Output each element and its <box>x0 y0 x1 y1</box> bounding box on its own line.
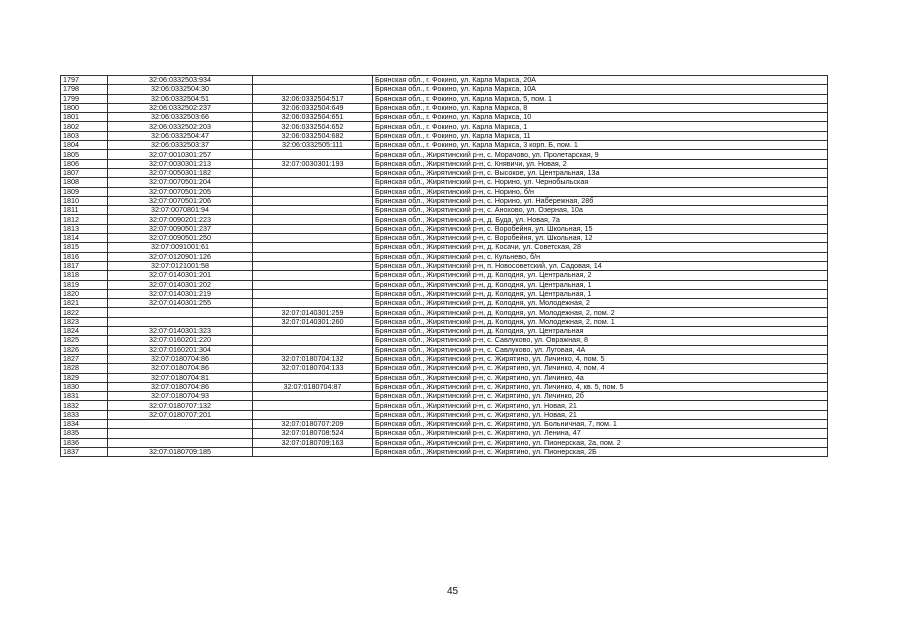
premises-cadastral-number-cell <box>253 373 373 382</box>
table-row <box>61 354 828 363</box>
cadastral-number-cell <box>108 419 253 428</box>
cadastral-number-cell: 32:07:0070501:204 <box>108 178 253 187</box>
cadastral-number-cell: 32:07:0180704:86 <box>108 382 253 391</box>
cadastral-number-cell: 32:07:0180704:81 <box>108 373 253 382</box>
row-number-cell: 1812 <box>61 215 108 224</box>
table-row <box>61 373 828 382</box>
address-cell: Брянская обл., Жирятинский р-н, с. Жирятино, ул. Пионерская, 2Б <box>373 447 828 456</box>
address-cell: Брянская обл., Жирятинский р-н, с. Кульнево, б/н <box>373 252 828 261</box>
cadastral-number-cell: 32:06:0332503:37 <box>108 141 253 150</box>
property-table-body <box>61 76 828 457</box>
row-number-cell: 1831 <box>61 392 108 401</box>
cadastral-number-cell: 32:07:0180704:86 <box>108 364 253 373</box>
page-number: 45 <box>446 586 459 597</box>
cadastral-number-cell: 32:07:0030301:213 <box>108 159 253 168</box>
table-row <box>61 271 828 280</box>
cadastral-number-cell: 32:07:0010301:257 <box>108 150 253 159</box>
address-cell: Брянская обл., Жирятинский р-н, с. Жирятино, ул. Новая, 21 <box>373 401 828 410</box>
cadastral-number-cell: 32:07:0121001:58 <box>108 261 253 270</box>
premises-cadastral-number-cell: 32:07:0180709:163 <box>253 438 373 447</box>
table-row <box>61 410 828 419</box>
cadastral-number-cell: 32:07:0180709:185 <box>108 447 253 456</box>
row-number-cell: 1836 <box>61 438 108 447</box>
premises-cadastral-number-cell <box>253 345 373 354</box>
premises-cadastral-number-cell: 32:07:0180704:133 <box>253 364 373 373</box>
address-cell: Брянская обл., Жирятинский р-н, д. Колодня, ул. Центральная, 1 <box>373 280 828 289</box>
address-cell: Брянская обл., Жирятинский р-н, д. Колодня, ул. Центральная <box>373 327 828 336</box>
premises-cadastral-number-cell: 32:07:0180704:132 <box>253 354 373 363</box>
row-number-cell: 1815 <box>61 243 108 252</box>
premises-cadastral-number-cell <box>253 196 373 205</box>
table-row <box>61 419 828 428</box>
cadastral-number-cell: 32:06:0332502:237 <box>108 103 253 112</box>
address-cell: Брянская обл., Жирятинский р-н, с. Высокое, ул. Центральная, 13а <box>373 168 828 177</box>
cadastral-number-cell: 32:06:0332503:66 <box>108 113 253 122</box>
premises-cadastral-number-cell: 32:06:0332504:517 <box>253 94 373 103</box>
premises-cadastral-number-cell <box>253 234 373 243</box>
address-cell: Брянская обл., Жирятинский р-н, с. Жирятино, ул. Личинко, 2б <box>373 392 828 401</box>
row-number-cell: 1822 <box>61 308 108 317</box>
cadastral-number-cell: 32:07:0140301:202 <box>108 280 253 289</box>
table-row <box>61 401 828 410</box>
cadastral-number-cell <box>108 438 253 447</box>
address-cell: Брянская обл., г. Фокино, ул. Карла Маркса, 1 <box>373 122 828 131</box>
table-row <box>61 336 828 345</box>
premises-cadastral-number-cell: 32:06:0332504:682 <box>253 131 373 140</box>
address-cell: Брянская обл., г. Фокино, ул. Карла Маркса, 11 <box>373 131 828 140</box>
row-number-cell: 1827 <box>61 354 108 363</box>
address-cell: Брянская обл., Жирятинский р-н, д. Буда, ул. Новая, 7а <box>373 215 828 224</box>
cadastral-number-cell: 32:07:0070501:205 <box>108 187 253 196</box>
premises-cadastral-number-cell <box>253 85 373 94</box>
table-row <box>61 178 828 187</box>
cadastral-number-cell: 32:06:0332504:30 <box>108 85 253 94</box>
table-row <box>61 103 828 112</box>
address-cell: Брянская обл., Жирятинский р-н, д. Колодня, ул. Молодежная, 2, пом. 2 <box>373 308 828 317</box>
address-cell: Брянская обл., Жирятинский р-н, с. Жирятино, ул. Ленина, 47 <box>373 429 828 438</box>
row-number-cell: 1834 <box>61 419 108 428</box>
table-row <box>61 206 828 215</box>
address-cell: Брянская обл., Жирятинский р-н, д. Колодня, ул. Центральная, 1 <box>373 289 828 298</box>
premises-cadastral-number-cell <box>253 271 373 280</box>
cadastral-number-cell: 32:07:0140301:219 <box>108 289 253 298</box>
property-table <box>60 75 828 457</box>
row-number-cell: 1810 <box>61 196 108 205</box>
cadastral-number-cell: 32:07:0180707:201 <box>108 410 253 419</box>
row-number-cell: 1823 <box>61 317 108 326</box>
row-number-cell: 1819 <box>61 280 108 289</box>
row-number-cell: 1807 <box>61 168 108 177</box>
cadastral-number-cell: 32:07:0140301:255 <box>108 299 253 308</box>
address-cell: Брянская обл., Жирятинский р-н, д. Колодня, ул. Молодежная, 2 <box>373 299 828 308</box>
premises-cadastral-number-cell: 32:07:0030301:193 <box>253 159 373 168</box>
premises-cadastral-number-cell <box>253 150 373 159</box>
row-number-cell: 1806 <box>61 159 108 168</box>
row-number-cell: 1830 <box>61 382 108 391</box>
table-row <box>61 392 828 401</box>
table-row <box>61 159 828 168</box>
premises-cadastral-number-cell: 32:07:0140301:259 <box>253 308 373 317</box>
cadastral-number-cell: 32:07:0090201:223 <box>108 215 253 224</box>
table-row <box>61 76 828 85</box>
address-cell: Брянская обл., Жирятинский р-н, с. Княвичи, ул. Новая, 2 <box>373 159 828 168</box>
table-row <box>61 317 828 326</box>
premises-cadastral-number-cell <box>253 252 373 261</box>
row-number-cell: 1835 <box>61 429 108 438</box>
cadastral-number-cell: 32:07:0070801:94 <box>108 206 253 215</box>
premises-cadastral-number-cell <box>253 224 373 233</box>
row-number-cell: 1833 <box>61 410 108 419</box>
cadastral-number-cell: 32:07:0090501:237 <box>108 224 253 233</box>
row-number-cell: 1808 <box>61 178 108 187</box>
cadastral-number-cell: 32:07:0180704:86 <box>108 354 253 363</box>
address-cell: Брянская обл., Жирятинский р-н, с. Воробейня, ул. Школьная, 15 <box>373 224 828 233</box>
address-cell: Брянская обл., Жирятинский р-н, с. Жирятино, ул. Личинко, 4а <box>373 373 828 382</box>
table-row <box>61 438 828 447</box>
address-cell: Брянская обл., г. Фокино, ул. Карла Маркса, 3 корп. Б, пом. 1 <box>373 141 828 150</box>
table-row <box>61 150 828 159</box>
cadastral-number-cell: 32:07:0180704:93 <box>108 392 253 401</box>
premises-cadastral-number-cell <box>253 178 373 187</box>
premises-cadastral-number-cell <box>253 261 373 270</box>
cadastral-number-cell: 32:06:0332503:934 <box>108 76 253 85</box>
cadastral-number-cell: 32:07:0140301:323 <box>108 327 253 336</box>
table-row <box>61 345 828 354</box>
cadastral-number-cell: 32:07:0160201:304 <box>108 345 253 354</box>
address-cell: Брянская обл., г. Фокино, ул. Карла Маркса, 8 <box>373 103 828 112</box>
row-number-cell: 1804 <box>61 141 108 150</box>
table-row <box>61 299 828 308</box>
premises-cadastral-number-cell: 32:07:0180708:524 <box>253 429 373 438</box>
premises-cadastral-number-cell <box>253 447 373 456</box>
row-number-cell: 1828 <box>61 364 108 373</box>
table-row <box>61 429 828 438</box>
address-cell: Брянская обл., Жирятинский р-н, с. Анохово, ул. Озерная, 10а <box>373 206 828 215</box>
cadastral-number-cell: 32:06:0332502:203 <box>108 122 253 131</box>
premises-cadastral-number-cell <box>253 410 373 419</box>
table-row <box>61 196 828 205</box>
premises-cadastral-number-cell: 32:06:0332504:651 <box>253 113 373 122</box>
row-number-cell: 1816 <box>61 252 108 261</box>
address-cell: Брянская обл., Жирятинский р-н, с. Норино, б/н <box>373 187 828 196</box>
address-cell: Брянская обл., Жирятинский р-н, с. Жирятино, ул. Личинко, 4, пом. 4 <box>373 364 828 373</box>
cadastral-number-cell: 32:07:0120901:126 <box>108 252 253 261</box>
premises-cadastral-number-cell: 32:06:0332504:649 <box>253 103 373 112</box>
premises-cadastral-number-cell: 32:06:0332504:652 <box>253 122 373 131</box>
table-row <box>61 289 828 298</box>
premises-cadastral-number-cell <box>253 327 373 336</box>
address-cell: Брянская обл., Жирятинский р-н, с. Жирятино, ул. Пионерская, 2а, пом. 2 <box>373 438 828 447</box>
address-cell: Брянская обл., Жирятинский р-н, с. Жирятино, ул. Личинко, 4, пом. 5 <box>373 354 828 363</box>
address-cell: Брянская обл., Жирятинский р-н, с. Жирятино, ул. Личинко, 4, кв. 5, пом. 5 <box>373 382 828 391</box>
premises-cadastral-number-cell: 32:06:0332505:111 <box>253 141 373 150</box>
cadastral-number-cell: 32:06:0332504:51 <box>108 94 253 103</box>
row-number-cell: 1800 <box>61 103 108 112</box>
table-row <box>61 243 828 252</box>
address-cell: Брянская обл., Жирятинский р-н, с. Жирятино, ул. Новая, 21 <box>373 410 828 419</box>
cadastral-number-cell <box>108 308 253 317</box>
row-number-cell: 1797 <box>61 76 108 85</box>
premises-cadastral-number-cell <box>253 215 373 224</box>
address-cell: Брянская обл., Жирятинский р-н, д. Колодня, ул. Молодежная, 2, пом. 1 <box>373 317 828 326</box>
row-number-cell: 1814 <box>61 234 108 243</box>
row-number-cell: 1826 <box>61 345 108 354</box>
row-number-cell: 1829 <box>61 373 108 382</box>
address-cell: Брянская обл., Жирятинский р-н, с. Жирятино, ул. Больничная, 7, пом. 1 <box>373 419 828 428</box>
table-row <box>61 131 828 140</box>
address-cell: Брянская обл., г. Фокино, ул. Карла Маркса, 5, пом. 1 <box>373 94 828 103</box>
cadastral-number-cell: 32:07:0091001:61 <box>108 243 253 252</box>
cadastral-number-cell: 32:06:0332504:47 <box>108 131 253 140</box>
address-cell: Брянская обл., Жирятинский р-н, с. Воробейня, ул. Школьная, 12 <box>373 234 828 243</box>
premises-cadastral-number-cell <box>253 299 373 308</box>
row-number-cell: 1837 <box>61 447 108 456</box>
table-row <box>61 85 828 94</box>
address-cell: Брянская обл., Жирятинский р-н, с. Морачово, ул. Пролетарская, 9 <box>373 150 828 159</box>
premises-cadastral-number-cell: 32:07:0180704:87 <box>253 382 373 391</box>
address-cell: Брянская обл., г. Фокино, ул. Карла Маркса, 20А <box>373 76 828 85</box>
row-number-cell: 1821 <box>61 299 108 308</box>
cadastral-number-cell <box>108 317 253 326</box>
row-number-cell: 1798 <box>61 85 108 94</box>
table-row <box>61 382 828 391</box>
premises-cadastral-number-cell <box>253 280 373 289</box>
row-number-cell: 1799 <box>61 94 108 103</box>
table-row <box>61 113 828 122</box>
table-row <box>61 224 828 233</box>
cadastral-number-cell: 32:07:0070501:206 <box>108 196 253 205</box>
premises-cadastral-number-cell <box>253 206 373 215</box>
address-cell: Брянская обл., Жирятинский р-н, п. Новосоветский, ул. Садовая, 14 <box>373 261 828 270</box>
table-row <box>61 141 828 150</box>
row-number-cell: 1802 <box>61 122 108 131</box>
row-number-cell: 1801 <box>61 113 108 122</box>
row-number-cell: 1824 <box>61 327 108 336</box>
address-cell: Брянская обл., Жирятинский р-н, с. Савлуково, ул. Луговая, 4А <box>373 345 828 354</box>
premises-cadastral-number-cell <box>253 76 373 85</box>
cadastral-number-cell: 32:07:0160201:220 <box>108 336 253 345</box>
address-cell: Брянская обл., Жирятинский р-н, д. Косачи, ул. Советская, 28 <box>373 243 828 252</box>
row-number-cell: 1820 <box>61 289 108 298</box>
table-row <box>61 252 828 261</box>
table-row <box>61 308 828 317</box>
table-row <box>61 94 828 103</box>
cadastral-number-cell: 32:07:0050301:182 <box>108 168 253 177</box>
address-cell: Брянская обл., Жирятинский р-н, с. Норино, ул. Набережная, 28б <box>373 196 828 205</box>
premises-cadastral-number-cell <box>253 168 373 177</box>
table-row <box>61 364 828 373</box>
premises-cadastral-number-cell <box>253 401 373 410</box>
row-number-cell: 1818 <box>61 271 108 280</box>
cadastral-number-cell: 32:07:0180707:132 <box>108 401 253 410</box>
table-row <box>61 187 828 196</box>
address-cell: Брянская обл., Жирятинский р-н, д. Колодня, ул. Центральная, 2 <box>373 271 828 280</box>
row-number-cell: 1811 <box>61 206 108 215</box>
table-row <box>61 168 828 177</box>
row-number-cell: 1832 <box>61 401 108 410</box>
table-row <box>61 261 828 270</box>
row-number-cell: 1813 <box>61 224 108 233</box>
row-number-cell: 1809 <box>61 187 108 196</box>
row-number-cell: 1805 <box>61 150 108 159</box>
row-number-cell: 1817 <box>61 261 108 270</box>
table-row <box>61 234 828 243</box>
address-cell: Брянская обл., Жирятинский р-н, с. Савлуково, ул. Овражная, 8 <box>373 336 828 345</box>
premises-cadastral-number-cell <box>253 187 373 196</box>
table-row <box>61 280 828 289</box>
premises-cadastral-number-cell <box>253 336 373 345</box>
premises-cadastral-number-cell <box>253 243 373 252</box>
table-row <box>61 122 828 131</box>
address-cell: Брянская обл., г. Фокино, ул. Карла Маркса, 10А <box>373 85 828 94</box>
premises-cadastral-number-cell <box>253 392 373 401</box>
table-row <box>61 327 828 336</box>
cadastral-number-cell: 32:07:0140301:201 <box>108 271 253 280</box>
cadastral-number-cell <box>108 429 253 438</box>
row-number-cell: 1803 <box>61 131 108 140</box>
cadastral-number-cell: 32:07:0090501:250 <box>108 234 253 243</box>
table-row <box>61 447 828 456</box>
premises-cadastral-number-cell: 32:07:0180707:209 <box>253 419 373 428</box>
premises-cadastral-number-cell <box>253 289 373 298</box>
premises-cadastral-number-cell: 32:07:0140301:260 <box>253 317 373 326</box>
address-cell: Брянская обл., Жирятинский р-н, с. Норино, ул. Чернобыльская <box>373 178 828 187</box>
address-cell: Брянская обл., г. Фокино, ул. Карла Маркса, 10 <box>373 113 828 122</box>
table-row <box>61 215 828 224</box>
row-number-cell: 1825 <box>61 336 108 345</box>
